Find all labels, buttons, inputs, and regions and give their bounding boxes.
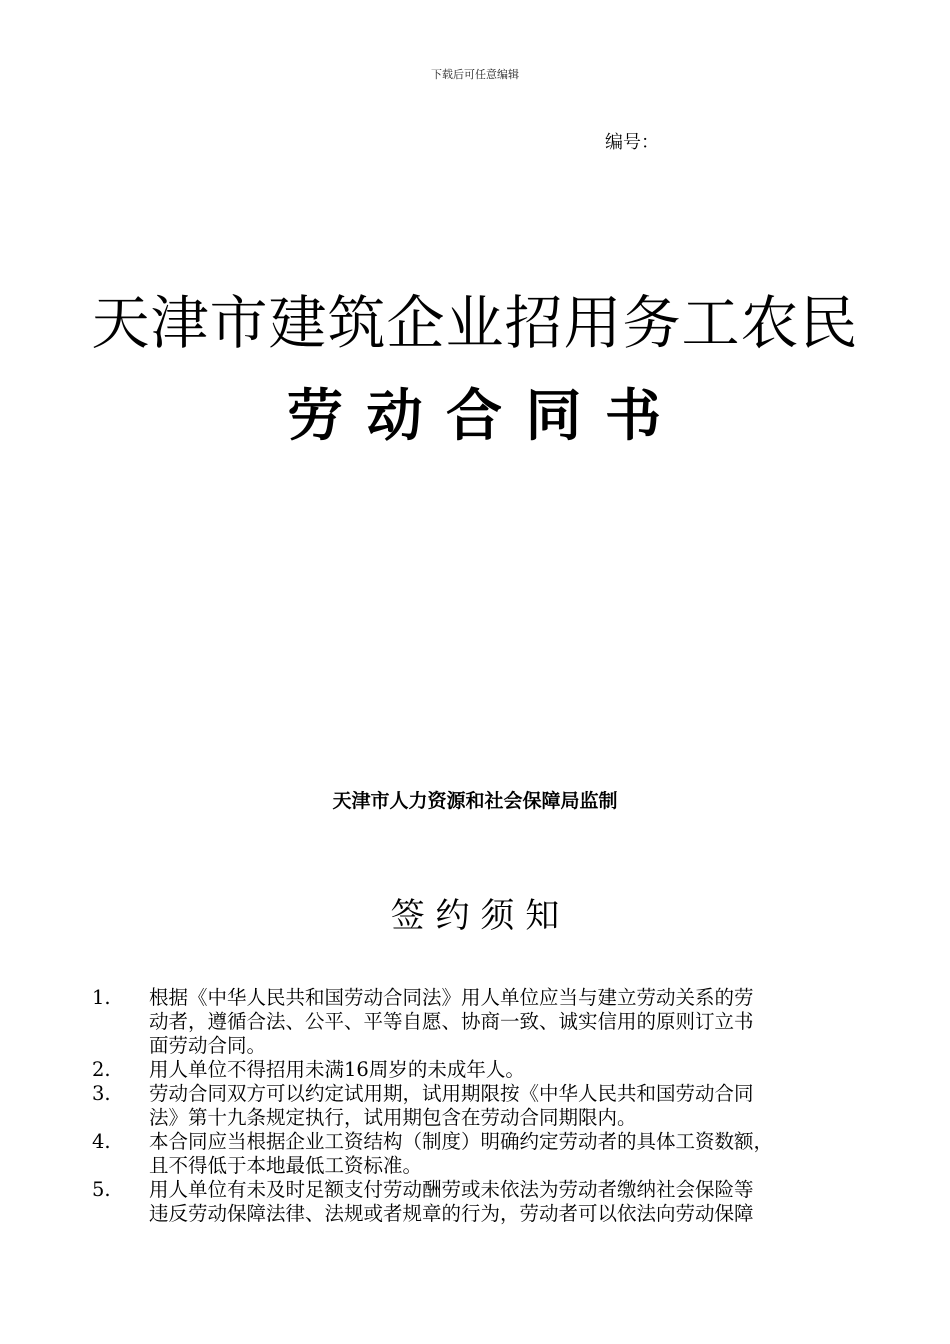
list-item [92, 1082, 882, 1130]
header-note: 下载后可任意编辑 [431, 68, 519, 81]
supervisor-line: 天津市人力资源和社会保障局监制 [332, 790, 618, 812]
list-item-text [149, 986, 882, 1058]
list-item [92, 1130, 882, 1178]
list-item-line: 违反劳动保障法律、法规或者规章的行为，劳动者可以依法向劳动保障 [149, 1202, 754, 1225]
list-item-text [149, 1082, 882, 1130]
list-item-number: 4. [92, 1130, 111, 1153]
list-item-number: 2. [92, 1058, 111, 1081]
list-item-line: 用人单位有未及时足额支付劳动酬劳或未依法为劳动者缴纳社会保险等 [149, 1178, 754, 1201]
list-item [92, 1178, 882, 1226]
list-item-line: 用人单位不得招用未满16周岁的未成年人。 [149, 1058, 525, 1081]
list-item-line: 劳动合同双方可以约定试用期，试用期限按《中华人民共和国劳动合同 [149, 1082, 754, 1105]
list-item-number: 3. [92, 1082, 111, 1105]
list-item [92, 986, 882, 1058]
list-item-line: 动者，遵循合法、公平、平等自愿、协商一致、诚实信用的原则订立书 [149, 1010, 754, 1033]
list-item-number: 5. [92, 1178, 111, 1201]
notice-list [92, 986, 882, 1226]
list-item-line: 且不得低于本地最低工资标准。 [149, 1154, 423, 1177]
notice-heading: 签 约 须 知 [390, 896, 560, 936]
list-item-text [149, 1058, 882, 1082]
serial-number-label: 编号： [605, 132, 659, 153]
list-item-text [149, 1178, 882, 1226]
list-item-line: 本合同应当根据企业工资结构（制度）明确约定劳动者的具体工资数额， [149, 1130, 774, 1153]
list-item-line: 面劳动合同。 [149, 1034, 267, 1057]
document-subtitle: 劳 动 合 同 书 [287, 384, 663, 449]
list-item-number: 1. [92, 986, 111, 1009]
list-item [92, 1058, 882, 1082]
list-item-line: 根据《中华人民共和国劳动合同法》用人单位应当与建立劳动关系的劳 [149, 986, 754, 1009]
document-title: 天津市建筑企业招用务工农民 [91, 289, 859, 357]
list-item-text [149, 1130, 882, 1178]
list-item-line: 法》第十九条规定执行，试用期包含在劳动合同期限内。 [149, 1106, 637, 1129]
